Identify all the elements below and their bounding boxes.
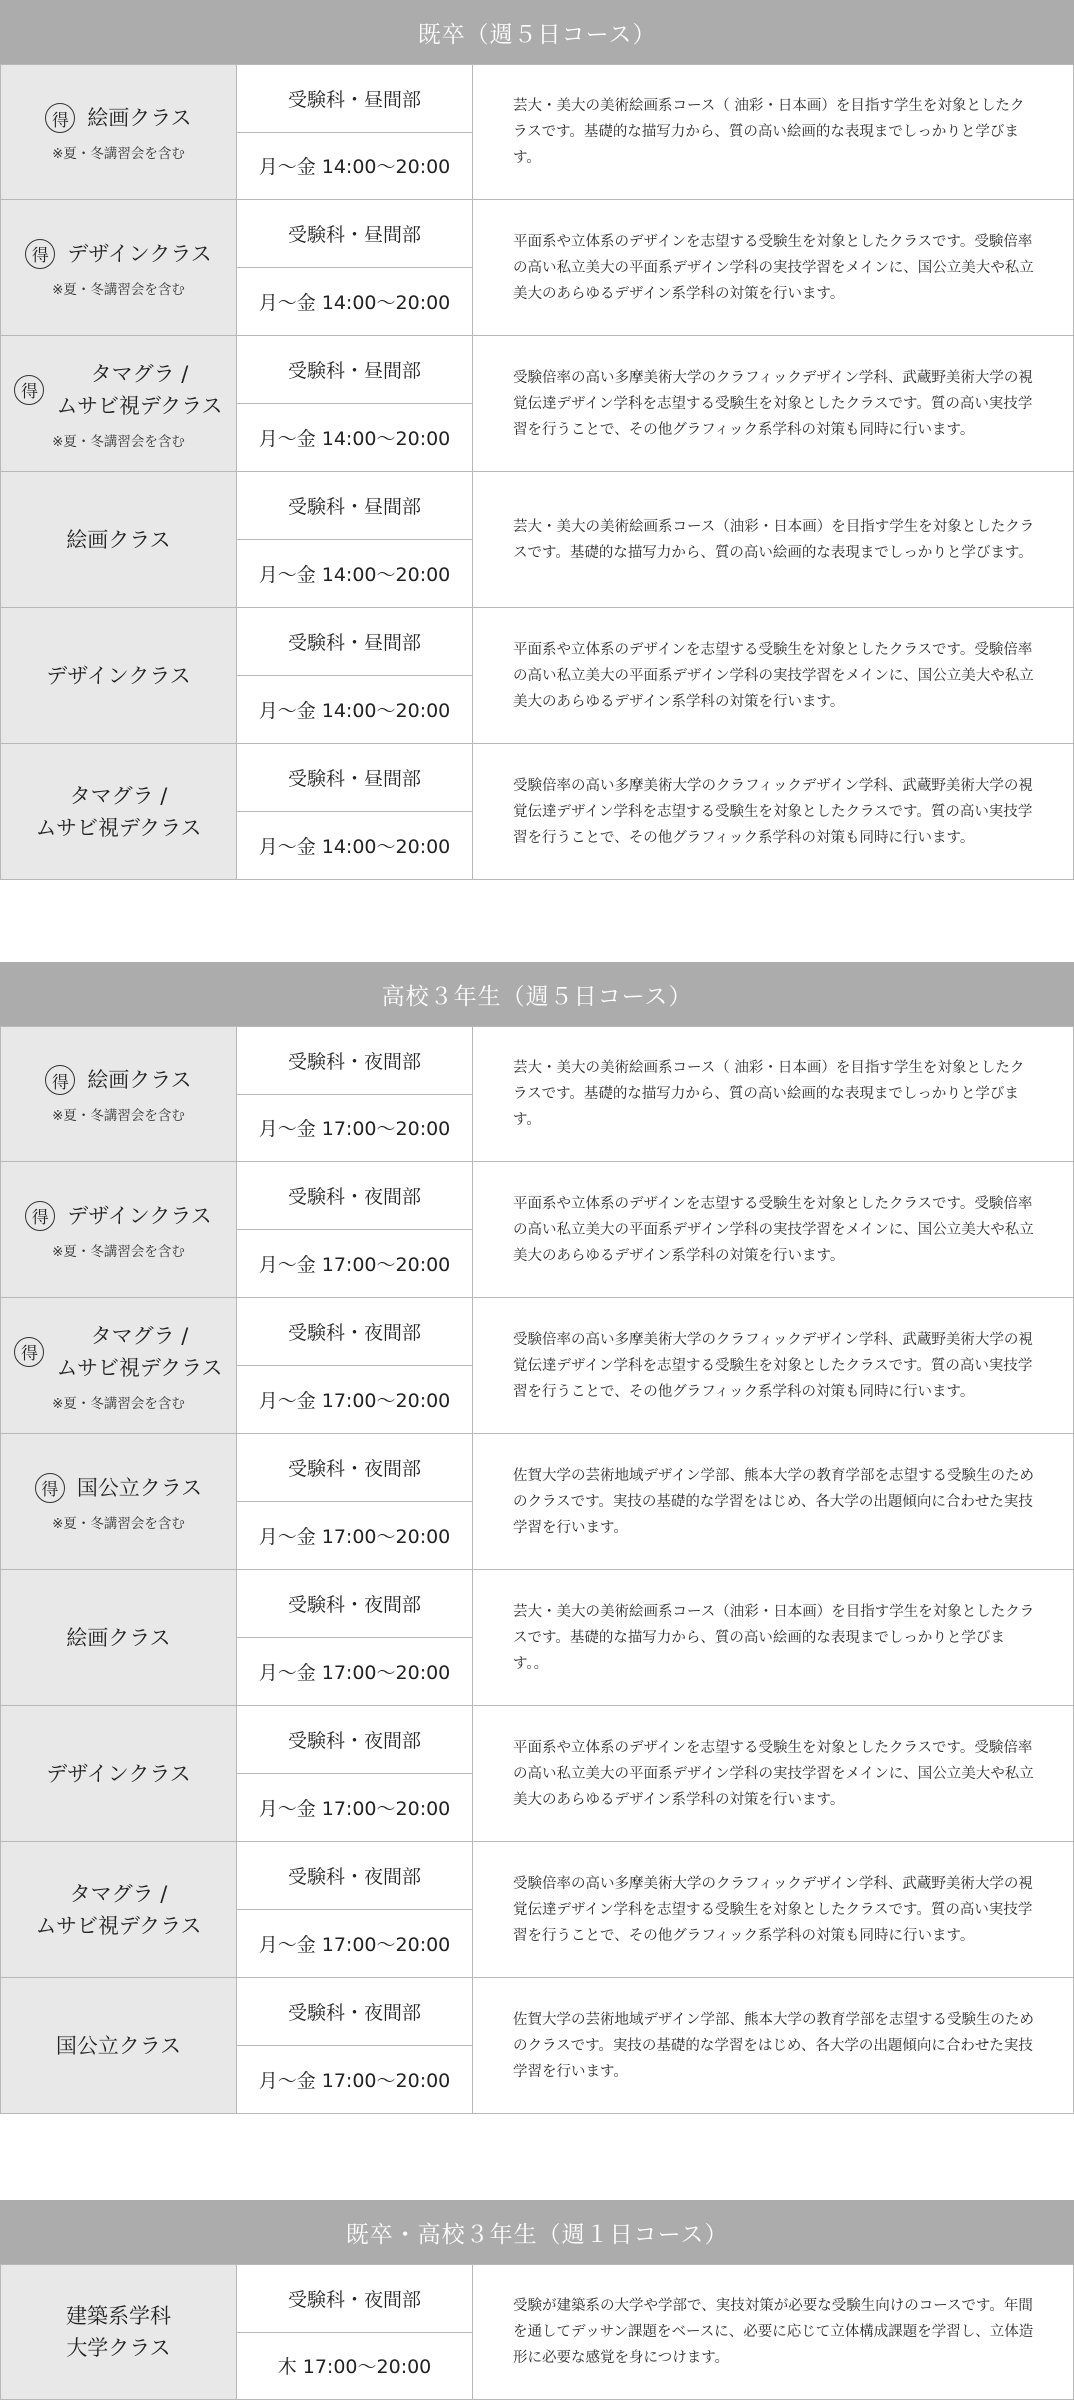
class-cell [1,1842,237,1977]
class-cell [1,744,237,879]
class-description: 芸大・美大の美術絵画系コース（油彩・日本画）を目指す学生を対象としたクラスです。基礎的な描写力から、質の高い絵画的な表現までしっかりと学びます。 [513,518,1035,561]
section-kisotsu-5day [0,0,1074,880]
schedule-cell [237,336,473,471]
class-note: ※夏・冬講習会を含む [52,1243,185,1260]
section-1day [0,2200,1074,2400]
schedule-cell [237,1570,473,1705]
class-description: 佐賀大学の芸術地域デザイン学部、熊本大学の教育学部を志望する受験生のためのクラスです。実技の基礎的な学習をはじめ、各大学の出題傾向に合わせた実技学習を行います。 [513,2011,1034,2080]
class-cell [1,2265,237,2399]
table-row [1,1298,1073,1434]
schedule-cell [237,1842,473,1977]
class-name: 絵画クラス [87,1068,192,1092]
course-hours: 月〜金 17:00〜20:00 [258,1254,451,1276]
toku-badge-icon: 得 [14,375,44,405]
section-title: 高校３年生（週５日コース） [0,962,1074,1026]
class-name: タマグラ / ムサビ視デクラス [56,1323,223,1380]
class-name: デザインクラス [46,663,191,688]
course-hours: 月〜金 17:00〜20:00 [258,1390,451,1412]
section-title: 既卒・高校３年生（週１日コース） [0,2200,1074,2264]
schedule-cell [237,65,473,199]
table-row [1,1842,1073,1978]
schedule-cell [237,1298,473,1433]
toku-badge-icon: 得 [35,1473,65,1503]
class-description: 受験倍率の高い多摩美術大学のクラフィックデザイン学科、武蔵野美術大学の視覚伝達デザイン学科を志望する受験生を対象としたクラスです。質の高い実技学習を行うことで、その他グラフィック系学科の対策も同時に行います。 [513,1875,1033,1944]
table-row [1,1162,1073,1298]
class-cell [1,336,237,471]
class-description: 平面系や立体系のデザインを志望する受験生を対象としたクラスです。受験倍率の高い私立美大の平面系デザイン学科の実技学習をメインに、国公立美大や私立美大のあらゆるデザイン系学科の対策を行います。 [513,1195,1034,1264]
course-type: 受験科・夜間部 [237,1842,472,1910]
class-description: 平面系や立体系のデザインを志望する受験生を対象としたクラスです。受験倍率の高い私立美大の平面系デザイン学科の実技学習をメインに、国公立美大や私立美大のあらゆるデザイン系学科の対策を行います。 [513,233,1034,302]
course-type: 受験科・夜間部 [237,1434,472,1502]
course-type: 受験科・昼間部 [237,336,472,404]
table-row [1,608,1073,744]
class-note: ※夏・冬講習会を含む [52,146,185,162]
schedule-cell [237,608,473,743]
course-hours: 月〜金 14:00〜20:00 [258,564,451,586]
course-hours: 月〜金 14:00〜20:00 [258,428,451,450]
schedule-cell [237,1162,473,1297]
class-name: 国公立クラス [55,2033,182,2058]
class-name: 絵画クラス [87,106,192,130]
schedule-cell [237,200,473,335]
schedule-cell [237,1706,473,1841]
course-type: 受験科・昼間部 [237,472,472,540]
toku-badge-icon: 得 [25,1201,55,1231]
class-description: 芸大・美大の美術絵画系コース（ 油彩・日本画）を目指す学生を対象としたクラスです。基礎的な描写力から、質の高い絵画的な表現までしっかりと学びます。 [513,98,1025,166]
course-table [0,1026,1074,2114]
course-hours: 月〜金 17:00〜20:00 [258,1526,451,1548]
class-name: デザインクラス [46,1761,191,1786]
class-cell [1,1706,237,1841]
class-description: 芸大・美大の美術絵画系コース（油彩・日本画）を目指す学生を対象としたクラスです。基礎的な描写力から、質の高い絵画的な表現までしっかりと学びます。。 [513,1603,1035,1672]
table-row [1,2264,1073,2400]
course-hours: 月〜金 17:00〜20:00 [258,1662,451,1684]
table-row [1,1434,1073,1570]
class-name: デザインクラス [67,1203,212,1228]
course-type: 受験科・昼間部 [237,608,472,676]
class-cell [1,1978,237,2113]
course-hours: 月〜金 17:00〜20:00 [258,2070,451,2092]
course-type: 受験科・夜間部 [237,1162,472,1230]
schedule-cell [237,1978,473,2113]
course-table [0,2264,1074,2400]
schedule-cell [237,1027,473,1161]
course-type: 受験科・夜間部 [237,1298,472,1366]
class-name: デザインクラス [67,241,212,266]
table-row [1,472,1073,608]
course-type: 受験科・昼間部 [237,200,472,268]
class-note: ※夏・冬講習会を含む [52,1395,185,1412]
toku-badge-icon: 得 [25,239,55,269]
course-type: 受験科・夜間部 [237,1027,472,1095]
toku-badge-icon: 得 [45,1065,75,1095]
class-description: 平面系や立体系のデザインを志望する受験生を対象としたクラスです。受験倍率の高い私立美大の平面系デザイン学科の実技学習をメインに、国公立美大や私立美大のあらゆるデザイン系学科の対策を行います。 [513,641,1034,710]
course-hours: 木 17:00〜20:00 [277,2356,432,2379]
course-table [0,64,1074,880]
toku-badge-icon: 得 [14,1337,44,1367]
class-description: 受験が建築系の大学や学部で、実技対策が必要な受験生向けのコースです。年間を通してデッサン課題をベースに、必要に応じて立体構成課題を学習し、立体造形に必要な感覚を身につけます。 [513,2298,1034,2366]
class-description: 受験倍率の高い多摩美術大学のクラフィックデザイン学科、武蔵野美術大学の視覚伝達デザイン学科を志望する受験生を対象としたクラスです。質の高い実技学習を行うことで、その他グラフィック系学科の対策も同時に行います。 [513,369,1033,438]
class-note: ※夏・冬講習会を含む [52,1515,185,1532]
class-name: 建築系学科 大学クラス [66,2304,171,2360]
class-cell [1,65,237,199]
class-description: 受験倍率の高い多摩美術大学のクラフィックデザイン学科、武蔵野美術大学の視覚伝達デザイン学科を志望する受験生を対象としたクラスです。質の高い実技学習を行うことで、その他グラフィック系学科の対策も同時に行います。 [513,1331,1033,1400]
course-hours: 月〜金 14:00〜20:00 [258,700,451,722]
schedule-cell [237,1434,473,1569]
course-hours: 月〜金 17:00〜20:00 [258,1934,451,1956]
class-description: 芸大・美大の美術絵画系コース（ 油彩・日本画）を目指す学生を対象としたクラスです。基礎的な描写力から、質の高い絵画的な表現までしっかりと学びます。 [513,1060,1025,1128]
class-note: ※夏・冬講習会を含む [52,433,185,450]
course-hours: 月〜金 17:00〜20:00 [258,1798,451,1820]
table-row [1,1978,1073,2114]
class-cell [1,200,237,335]
course-type: 受験科・昼間部 [237,65,472,133]
class-cell [1,1434,237,1569]
class-description: 佐賀大学の芸術地域デザイン学部、熊本大学の教育学部を志望する受験生のためのクラスです。実技の基礎的な学習をはじめ、各大学の出題傾向に合わせた実技学習を行います。 [513,1467,1034,1536]
class-description: 平面系や立体系のデザインを志望する受験生を対象としたクラスです。受験倍率の高い私立美大の平面系デザイン学科の実技学習をメインに、国公立美大や私立美大のあらゆるデザイン系学科の対策を行います。 [513,1739,1034,1808]
course-hours: 月〜金 14:00〜20:00 [258,292,451,314]
course-type: 受験科・夜間部 [237,1978,472,2046]
schedule-cell [237,472,473,607]
table-row [1,336,1073,472]
class-note: ※夏・冬講習会を含む [52,1108,185,1124]
class-cell [1,472,237,607]
course-hours: 月〜金 17:00〜20:00 [258,1118,451,1141]
table-row [1,744,1073,880]
class-name: 国公立クラス [76,1475,203,1500]
course-type: 受験科・夜間部 [237,2265,472,2333]
class-name: 絵画クラス [66,527,171,552]
class-name: タマグラ / ムサビ視デクラス [35,783,202,840]
course-type: 受験科・夜間部 [237,1570,472,1638]
table-row [1,200,1073,336]
toku-badge-icon: 得 [45,103,75,133]
table-row [1,64,1073,200]
class-name: タマグラ / ムサビ視デクラス [35,1881,202,1938]
class-description: 受験倍率の高い多摩美術大学のクラフィックデザイン学科、武蔵野美術大学の視覚伝達デザイン学科を志望する受験生を対象としたクラスです。質の高い実技学習を行うことで、その他グラフィック系学科の対策も同時に行います。 [513,777,1033,846]
table-row [1,1570,1073,1706]
class-cell [1,1570,237,1705]
class-cell [1,1162,237,1297]
class-name: タマグラ / ムサビ視デクラス [56,361,223,418]
class-cell [1,1027,237,1161]
class-cell [1,608,237,743]
class-cell [1,1298,237,1433]
class-note: ※夏・冬講習会を含む [52,281,185,298]
schedule-cell [237,2265,473,2399]
course-type: 受験科・夜間部 [237,1706,472,1774]
course-hours: 月〜金 14:00〜20:00 [258,156,451,179]
course-hours: 月〜金 14:00〜20:00 [258,836,451,858]
table-row [1,1026,1073,1162]
schedule-cell [237,744,473,879]
course-type: 受験科・昼間部 [237,744,472,812]
section-title: 既卒（週５日コース） [0,0,1074,64]
class-name: 絵画クラス [66,1625,171,1650]
table-row [1,1706,1073,1842]
section-koko3-5day [0,962,1074,2114]
